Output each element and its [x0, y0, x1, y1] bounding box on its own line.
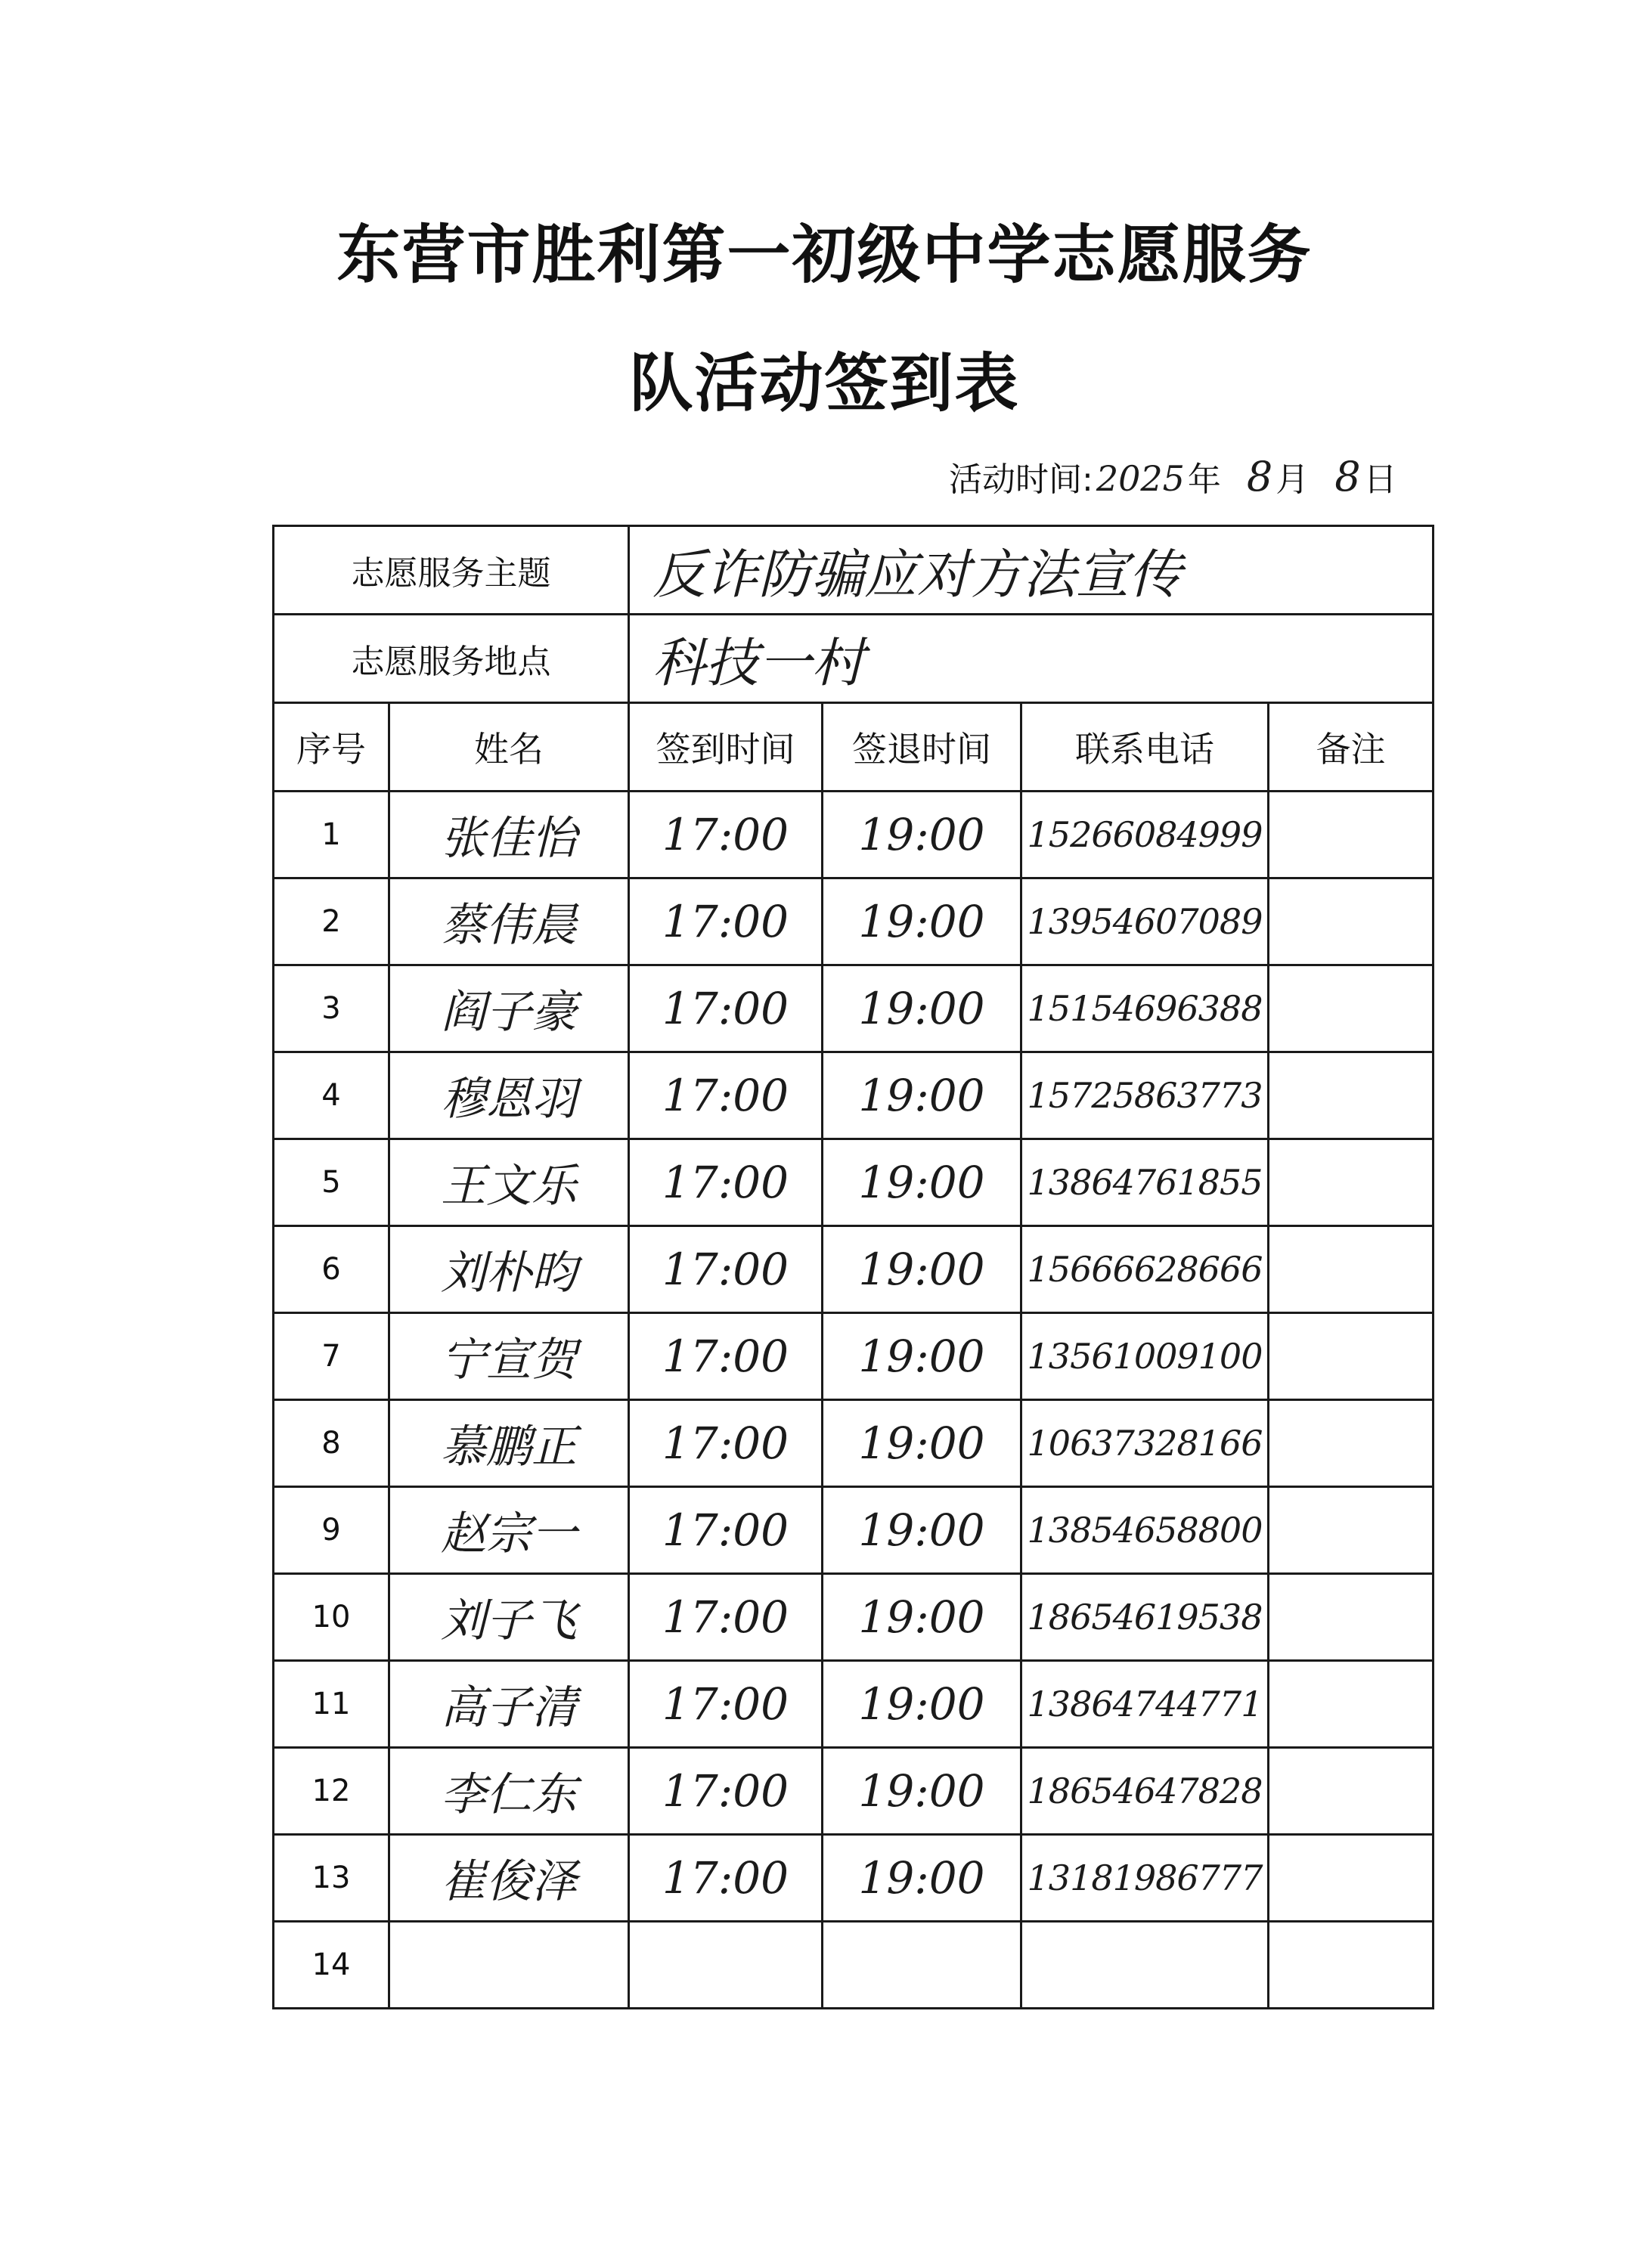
row-phone: 15725863773	[1021, 1052, 1269, 1139]
date-year-suffix: 年	[1187, 460, 1221, 499]
row-name: 慕鹏正	[389, 1400, 629, 1487]
row-note	[1269, 1487, 1434, 1574]
row-phone: 13864761855	[1021, 1139, 1269, 1226]
row-number: 4	[274, 1052, 389, 1139]
signin-table	[272, 525, 1434, 2009]
row-signin-time: 17:00	[629, 965, 823, 1052]
date-month: 8	[1246, 453, 1273, 500]
row-signout-time: 19:00	[823, 1400, 1021, 1487]
table-row	[274, 965, 1434, 1052]
row-number: 12	[274, 1748, 389, 1835]
row-number: 11	[274, 1661, 389, 1748]
date-day-suffix: 日	[1363, 460, 1397, 499]
row-signin-time: 17:00	[629, 1487, 823, 1574]
table-row	[274, 1922, 1434, 2009]
date-label: 活动时间:	[949, 460, 1093, 499]
row-signout-time: 19:00	[823, 1574, 1021, 1661]
row-number: 8	[274, 1400, 389, 1487]
activity-date	[949, 452, 1397, 505]
row-signout-time: 19:00	[823, 1748, 1021, 1835]
row-number: 14	[274, 1922, 389, 2009]
row-note	[1269, 1922, 1434, 2009]
date-day: 8	[1334, 453, 1361, 500]
header-signout-time: 签退时间	[823, 703, 1021, 792]
table-row	[274, 1574, 1434, 1661]
row-signin-time: 17:00	[629, 1313, 823, 1400]
row-name: 刘朴昀	[389, 1226, 629, 1313]
row-signout-time: 19:00	[823, 1139, 1021, 1226]
table-row	[274, 1661, 1434, 1748]
row-note	[1269, 965, 1434, 1052]
row-number: 1	[274, 792, 389, 878]
table-row	[274, 1487, 1434, 1574]
row-phone: 10637328166	[1021, 1400, 1269, 1487]
row-name: 张佳怡	[389, 792, 629, 878]
row-signin-time: 17:00	[629, 1661, 823, 1748]
row-phone: 13864744771	[1021, 1661, 1269, 1748]
row-note	[1269, 1226, 1434, 1313]
row-name: 崔俊泽	[389, 1835, 629, 1922]
sheet-title-line2: 队活动签到表	[629, 346, 1020, 420]
row-signin-time	[629, 1922, 823, 2009]
row-name: 蔡伟晨	[389, 878, 629, 965]
row-phone: 18654647828	[1021, 1748, 1269, 1835]
place-value: 科技一村	[629, 615, 1434, 703]
row-name: 赵宗一	[389, 1487, 629, 1574]
row-signin-time: 17:00	[629, 1400, 823, 1487]
row-note	[1269, 1574, 1434, 1661]
row-signout-time: 19:00	[823, 792, 1021, 878]
row-note	[1269, 1835, 1434, 1922]
row-signin-time: 17:00	[629, 878, 823, 965]
row-signout-time	[823, 1922, 1021, 2009]
header-no: 序号	[274, 703, 389, 792]
row-phone: 13854658800	[1021, 1487, 1269, 1574]
row-phone: 15266084999	[1021, 792, 1269, 878]
row-name: 宁宣贺	[389, 1313, 629, 1400]
row-note	[1269, 1052, 1434, 1139]
row-note	[1269, 1748, 1434, 1835]
row-name	[389, 1922, 629, 2009]
row-signout-time: 19:00	[823, 878, 1021, 965]
row-note	[1269, 792, 1434, 878]
row-signin-time: 17:00	[629, 1835, 823, 1922]
table-header-row	[274, 703, 1434, 792]
row-signin-time: 17:00	[629, 1574, 823, 1661]
place-row	[274, 615, 1434, 703]
header-phone: 联系电话	[1021, 703, 1269, 792]
table-row	[274, 1835, 1434, 1922]
row-signout-time: 19:00	[823, 1835, 1021, 1922]
row-signin-time: 17:00	[629, 1139, 823, 1226]
row-signin-time: 17:00	[629, 1748, 823, 1835]
row-number: 10	[274, 1574, 389, 1661]
row-signout-time: 19:00	[823, 1052, 1021, 1139]
row-number: 6	[274, 1226, 389, 1313]
table-row	[274, 1139, 1434, 1226]
date-year: 2025	[1096, 458, 1185, 499]
row-signout-time: 19:00	[823, 1313, 1021, 1400]
table-row	[274, 1052, 1434, 1139]
row-signout-time: 19:00	[823, 965, 1021, 1052]
place-label: 志愿服务地点	[274, 615, 629, 703]
row-name: 刘子飞	[389, 1574, 629, 1661]
row-number: 9	[274, 1487, 389, 1574]
row-number: 13	[274, 1835, 389, 1922]
row-number: 2	[274, 878, 389, 965]
row-signin-time: 17:00	[629, 1052, 823, 1139]
row-phone: 13954607089	[1021, 878, 1269, 965]
table-row	[274, 1313, 1434, 1400]
theme-label: 志愿服务主题	[274, 526, 629, 615]
row-note	[1269, 1661, 1434, 1748]
row-note	[1269, 1400, 1434, 1487]
row-phone: 15666628666	[1021, 1226, 1269, 1313]
row-signin-time: 17:00	[629, 792, 823, 878]
row-note	[1269, 878, 1434, 965]
table-row	[274, 792, 1434, 878]
row-phone: 15154696388	[1021, 965, 1269, 1052]
row-name: 阎子豪	[389, 965, 629, 1052]
row-number: 3	[274, 965, 389, 1052]
row-phone	[1021, 1922, 1269, 2009]
row-number: 5	[274, 1139, 389, 1226]
row-signout-time: 19:00	[823, 1226, 1021, 1313]
row-phone: 13561009100	[1021, 1313, 1269, 1400]
header-note: 备注	[1269, 703, 1434, 792]
theme-value: 反诈防骗应对方法宣传	[629, 526, 1434, 615]
row-name: 李仁东	[389, 1748, 629, 1835]
row-note	[1269, 1139, 1434, 1226]
row-signout-time: 19:00	[823, 1661, 1021, 1748]
row-signout-time: 19:00	[823, 1487, 1021, 1574]
header-signin-time: 签到时间	[629, 703, 823, 792]
table-row	[274, 1400, 1434, 1487]
table-row	[274, 1226, 1434, 1313]
theme-row	[274, 526, 1434, 615]
table-row	[274, 1748, 1434, 1835]
row-phone: 13181986777	[1021, 1835, 1269, 1922]
row-signin-time: 17:00	[629, 1226, 823, 1313]
row-name: 王文乐	[389, 1139, 629, 1226]
header-name: 姓名	[389, 703, 629, 792]
row-number: 7	[274, 1313, 389, 1400]
sheet-title-line1: 东营市胜利第一初级中学志愿服务	[336, 218, 1313, 292]
row-name: 高子清	[389, 1661, 629, 1748]
table-row	[274, 878, 1434, 965]
row-name: 穆恩羽	[389, 1052, 629, 1139]
date-month-suffix: 月	[1275, 460, 1310, 499]
row-phone: 18654619538	[1021, 1574, 1269, 1661]
row-note	[1269, 1313, 1434, 1400]
